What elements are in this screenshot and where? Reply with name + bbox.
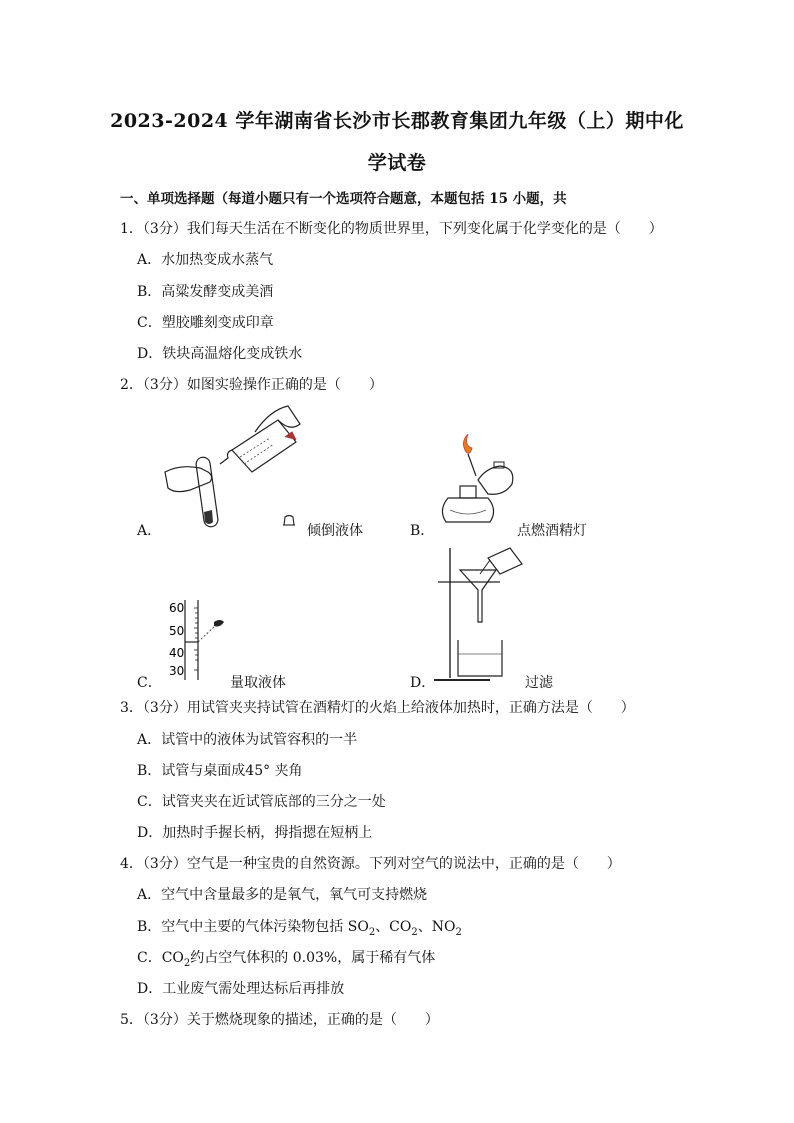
question-3-option-c: C．试管夹夹在近试管底部的三分之一处 (137, 794, 386, 810)
question-3-option-b: B．试管与桌面成45° 夹角 (137, 763, 303, 779)
question-3-option-a: A．试管中的液体为试管容积的一半 (137, 732, 358, 748)
question-2-option-a-caption: 倾倒液体 (307, 523, 363, 539)
question-3-stem: 3．（3分）用试管夹夹持试管在酒精灯的火焰上给液体加热时，正确方法是（ ） (120, 700, 635, 716)
question-1-option-d: D．铁块高温熔化变成铁水 (137, 346, 303, 362)
question-2-option-d-caption: 过滤 (525, 675, 553, 691)
exam-title-line2: 学试卷 (367, 152, 427, 174)
question-2-option-c-caption: 量取液体 (230, 675, 286, 691)
cylinder-tick-30: 30 (169, 664, 185, 678)
question-5-stem: 5．（3分）关于燃烧现象的描述，正确的是（ ） (120, 1012, 439, 1028)
question-4-option-b: B．空气中主要的气体污染物包括 $SO_2$、$CO_2$、$NO_2$ (137, 919, 462, 938)
question-4-stem: 4．（3分）空气是一种宝贵的自然资源。下列对空气的说法中，正确的是（ ） (120, 856, 621, 872)
exam-title-line1: 2023-2024 学年湖南省长沙市长郡教育集团九年级（上）期中化 (110, 110, 684, 132)
lighting-alcohol-lamp-figure (428, 440, 523, 530)
question-1-option-c: C．塑胶雕刻变成印章 (137, 315, 274, 331)
graduated-cylinder-figure (160, 598, 230, 682)
question-2-option-a-letter: A． (137, 523, 162, 539)
section-heading: 一、单项选择题（每道小题只有一个选项符合题意，本题包括 15 小题，共 (120, 191, 567, 207)
cylinder-tick-50: 50 (169, 624, 185, 638)
cylinder-tick-60: 60 (169, 601, 185, 615)
question-4-option-c: C．$CO_2$约占空气体积的 0.03%，属于稀有气体 (137, 950, 436, 969)
question-4-option-a: A．空气中含量最多的是氧气，氧气可支持燃烧 (137, 887, 428, 903)
question-2-option-b-letter: B． (410, 523, 435, 539)
question-4-option-d: D．工业废气需处理达标后再排放 (137, 981, 345, 997)
question-2-option-d-letter: D． (410, 675, 436, 691)
question-2-option-b-caption: 点燃酒精灯 (517, 523, 587, 539)
filtration-setup-figure (430, 546, 530, 686)
question-2-stem: 2．（3分）如图实验操作正确的是（ ） (120, 377, 383, 393)
question-1-option-b: B．高粱发酵变成美酒 (137, 284, 274, 300)
cylinder-tick-40: 40 (169, 646, 185, 660)
question-1-stem: 1．（3分）我们每天生活在不断变化的物质世界里，下列变化属于化学变化的是（ ） (120, 221, 663, 237)
bottle-stopper-icon (282, 514, 296, 526)
question-1-option-a: A．水加热变成水蒸气 (137, 252, 274, 268)
question-2-option-c-letter: C． (137, 675, 162, 691)
pouring-liquid-figure (160, 402, 310, 532)
question-3-option-d: D．加热时手握长柄，拇指摁在短柄上 (137, 825, 373, 841)
